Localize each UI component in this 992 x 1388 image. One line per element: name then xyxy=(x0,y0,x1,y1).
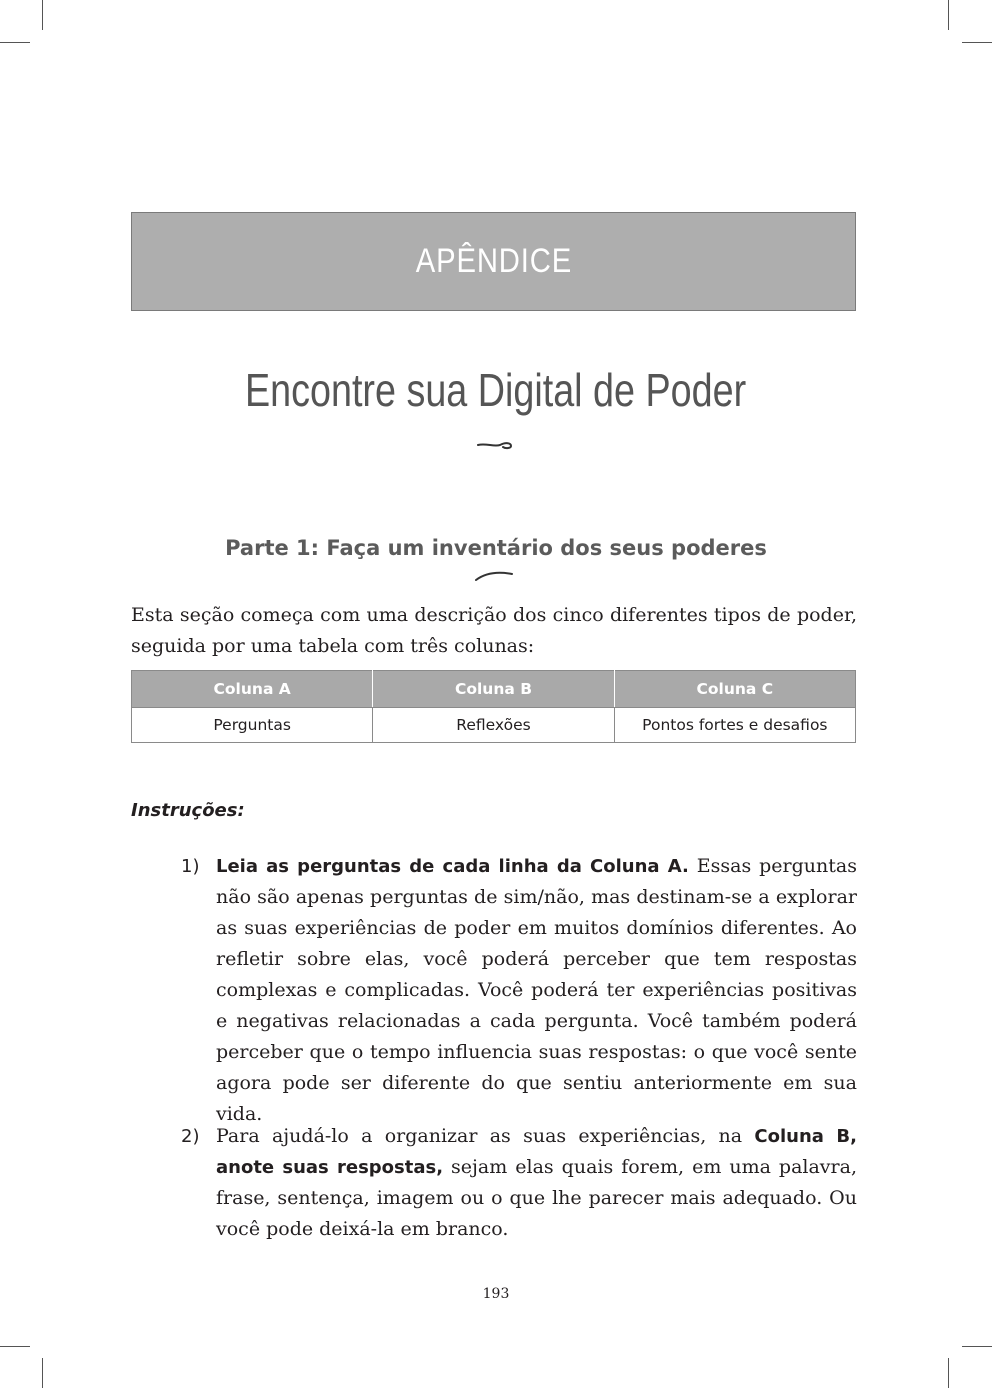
crop-mark xyxy=(0,1346,30,1347)
crop-mark xyxy=(948,1358,949,1388)
column-header: Coluna B xyxy=(373,671,614,708)
list-item-bold: Leia as perguntas de cada linha da Coluna A. xyxy=(216,856,689,877)
page-title-text: Encontre sua Digital de Poder xyxy=(245,364,747,416)
table-cell: Perguntas xyxy=(132,708,373,743)
list-item-number: 1) xyxy=(181,856,200,877)
list-item-text xyxy=(216,851,857,1130)
list-item-before: Para ajudá-lo a organizar as suas experiências, na xyxy=(216,1125,755,1147)
column-header: Coluna A xyxy=(132,671,373,708)
list-item-rest: Essas perguntas não são apenas perguntas de sim/não, mas destinam-se a explorar as suas experiências de poder em muitos domínios diferentes. Ao refletir sobre elas, você poderá perceber que tem respostas complexas e complicadas. Você poderá ter experiências positivas e negativas relacionadas a cada pergunta. Você também poderá perceber que o tempo influencia suas respostas: o que você sente agora pode ser diferente do que sentiu anteriormente em sua vida. xyxy=(216,855,857,1125)
appendix-banner xyxy=(131,212,856,311)
list-item-bold: Coluna B, anote suas respostas, xyxy=(216,1126,857,1178)
list-item-text xyxy=(216,1121,857,1245)
list-item-after: sejam elas quais forem, em uma palavra, frase, sentença, imagem ou o que lhe parecer mais adequado. Ou você pode deixá-la em branco. xyxy=(216,1156,857,1240)
crop-mark xyxy=(948,0,949,30)
heading-swash-ornament xyxy=(474,569,516,583)
intro-paragraph: Esta seção começa com uma descrição dos cinco diferentes tipos de poder, seguida por uma tabela com três colunas: xyxy=(131,604,857,657)
section-heading: Parte 1: Faça um inventário dos seus poderes xyxy=(225,536,767,560)
crop-mark xyxy=(0,42,30,43)
table-row xyxy=(132,708,856,743)
table-cell: Reflexões xyxy=(373,708,614,743)
crop-mark xyxy=(42,0,43,30)
page-number: 193 xyxy=(482,1286,510,1302)
column-header: Coluna C xyxy=(614,671,855,708)
list-item-number: 2) xyxy=(181,1126,200,1147)
appendix-banner-label: APÊNDICE xyxy=(415,242,572,280)
crop-mark xyxy=(962,1346,992,1347)
instructions-label: Instruções: xyxy=(131,800,245,821)
table-cell: Pontos fortes e desafios xyxy=(614,708,855,743)
page-title xyxy=(0,363,992,417)
title-swash-ornament xyxy=(476,436,516,452)
crop-mark xyxy=(42,1358,43,1388)
crop-mark xyxy=(962,42,992,43)
columns-table xyxy=(131,670,856,743)
